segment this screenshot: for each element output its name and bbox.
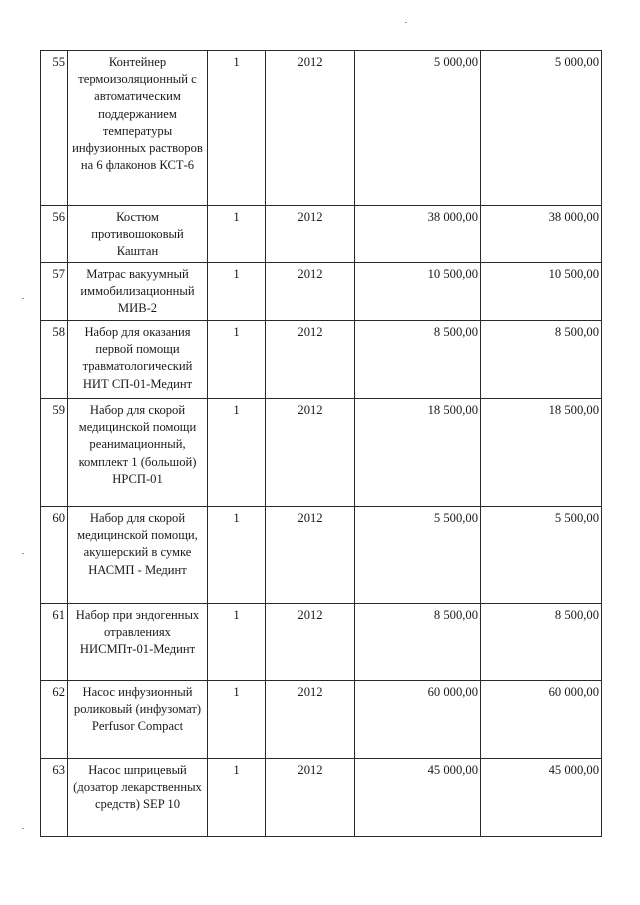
- item-total: 8 500,00: [481, 321, 602, 399]
- item-total: 18 500,00: [481, 399, 602, 507]
- item-name: Набор для оказания первой помощи травматологический НИТ СП-01-Мединт: [68, 321, 208, 399]
- item-total: 8 500,00: [481, 604, 602, 681]
- row-number: 62: [41, 681, 68, 759]
- scan-speck: [22, 828, 24, 829]
- item-price: 38 000,00: [355, 206, 481, 263]
- row-number: 58: [41, 321, 68, 399]
- item-name: Набор при эндогенных отравлениях НИСМПт-01-Мединт: [68, 604, 208, 681]
- table-row: [41, 206, 602, 263]
- item-year: 2012: [266, 263, 355, 321]
- item-price: 5 500,00: [355, 507, 481, 604]
- table-row: [41, 51, 602, 206]
- item-quantity: 1: [208, 604, 266, 681]
- item-year: 2012: [266, 759, 355, 837]
- item-total: 5 500,00: [481, 507, 602, 604]
- scan-speck: [22, 298, 24, 299]
- item-name: Матрас вакуумный иммобилизационный МИВ-2: [68, 263, 208, 321]
- item-name: Контейнер термоизоляционный с автоматическим поддержанием температуры инфузионных растворов на 6 флаконов КСТ-6: [68, 51, 208, 206]
- item-quantity: 1: [208, 51, 266, 206]
- row-number: 59: [41, 399, 68, 507]
- item-year: 2012: [266, 206, 355, 263]
- row-number: 61: [41, 604, 68, 681]
- item-quantity: 1: [208, 507, 266, 604]
- item-year: 2012: [266, 321, 355, 399]
- item-price: 18 500,00: [355, 399, 481, 507]
- item-total: 10 500,00: [481, 263, 602, 321]
- table-row: [41, 263, 602, 321]
- item-price: 5 000,00: [355, 51, 481, 206]
- row-number: 56: [41, 206, 68, 263]
- table-row: [41, 604, 602, 681]
- item-year: 2012: [266, 399, 355, 507]
- item-quantity: 1: [208, 759, 266, 837]
- item-year: 2012: [266, 681, 355, 759]
- row-number: 63: [41, 759, 68, 837]
- item-quantity: 1: [208, 321, 266, 399]
- item-quantity: 1: [208, 681, 266, 759]
- item-year: 2012: [266, 507, 355, 604]
- table-row: [41, 321, 602, 399]
- item-quantity: 1: [208, 399, 266, 507]
- item-price: 10 500,00: [355, 263, 481, 321]
- item-quantity: 1: [208, 263, 266, 321]
- item-name: Насос инфузионный роликовый (инфузомат) Perfusor Compact: [68, 681, 208, 759]
- item-total: 60 000,00: [481, 681, 602, 759]
- item-total: 45 000,00: [481, 759, 602, 837]
- item-price: 60 000,00: [355, 681, 481, 759]
- scan-speck: [22, 553, 24, 554]
- row-number: 55: [41, 51, 68, 206]
- item-price: 45 000,00: [355, 759, 481, 837]
- table-row: [41, 399, 602, 507]
- item-quantity: 1: [208, 206, 266, 263]
- item-name: Костюм противошоковый Каштан: [68, 206, 208, 263]
- table-row: [41, 759, 602, 837]
- item-total: 5 000,00: [481, 51, 602, 206]
- item-name: Набор для скорой медицинской помощи реанимационный, комплект 1 (большой) НРСП-01: [68, 399, 208, 507]
- item-price: 8 500,00: [355, 321, 481, 399]
- row-number: 60: [41, 507, 68, 604]
- item-name: Набор для скорой медицинской помощи, акушерский в сумке НАСМП - Мединт: [68, 507, 208, 604]
- item-year: 2012: [266, 604, 355, 681]
- item-total: 38 000,00: [481, 206, 602, 263]
- row-number: 57: [41, 263, 68, 321]
- inventory-table: [40, 50, 602, 837]
- item-year: 2012: [266, 51, 355, 206]
- table-row: [41, 681, 602, 759]
- item-name: Насос шприцевый (дозатор лекарственных средств) SEP 10: [68, 759, 208, 837]
- table-row: [41, 507, 602, 604]
- scan-speck: [405, 22, 407, 23]
- item-price: 8 500,00: [355, 604, 481, 681]
